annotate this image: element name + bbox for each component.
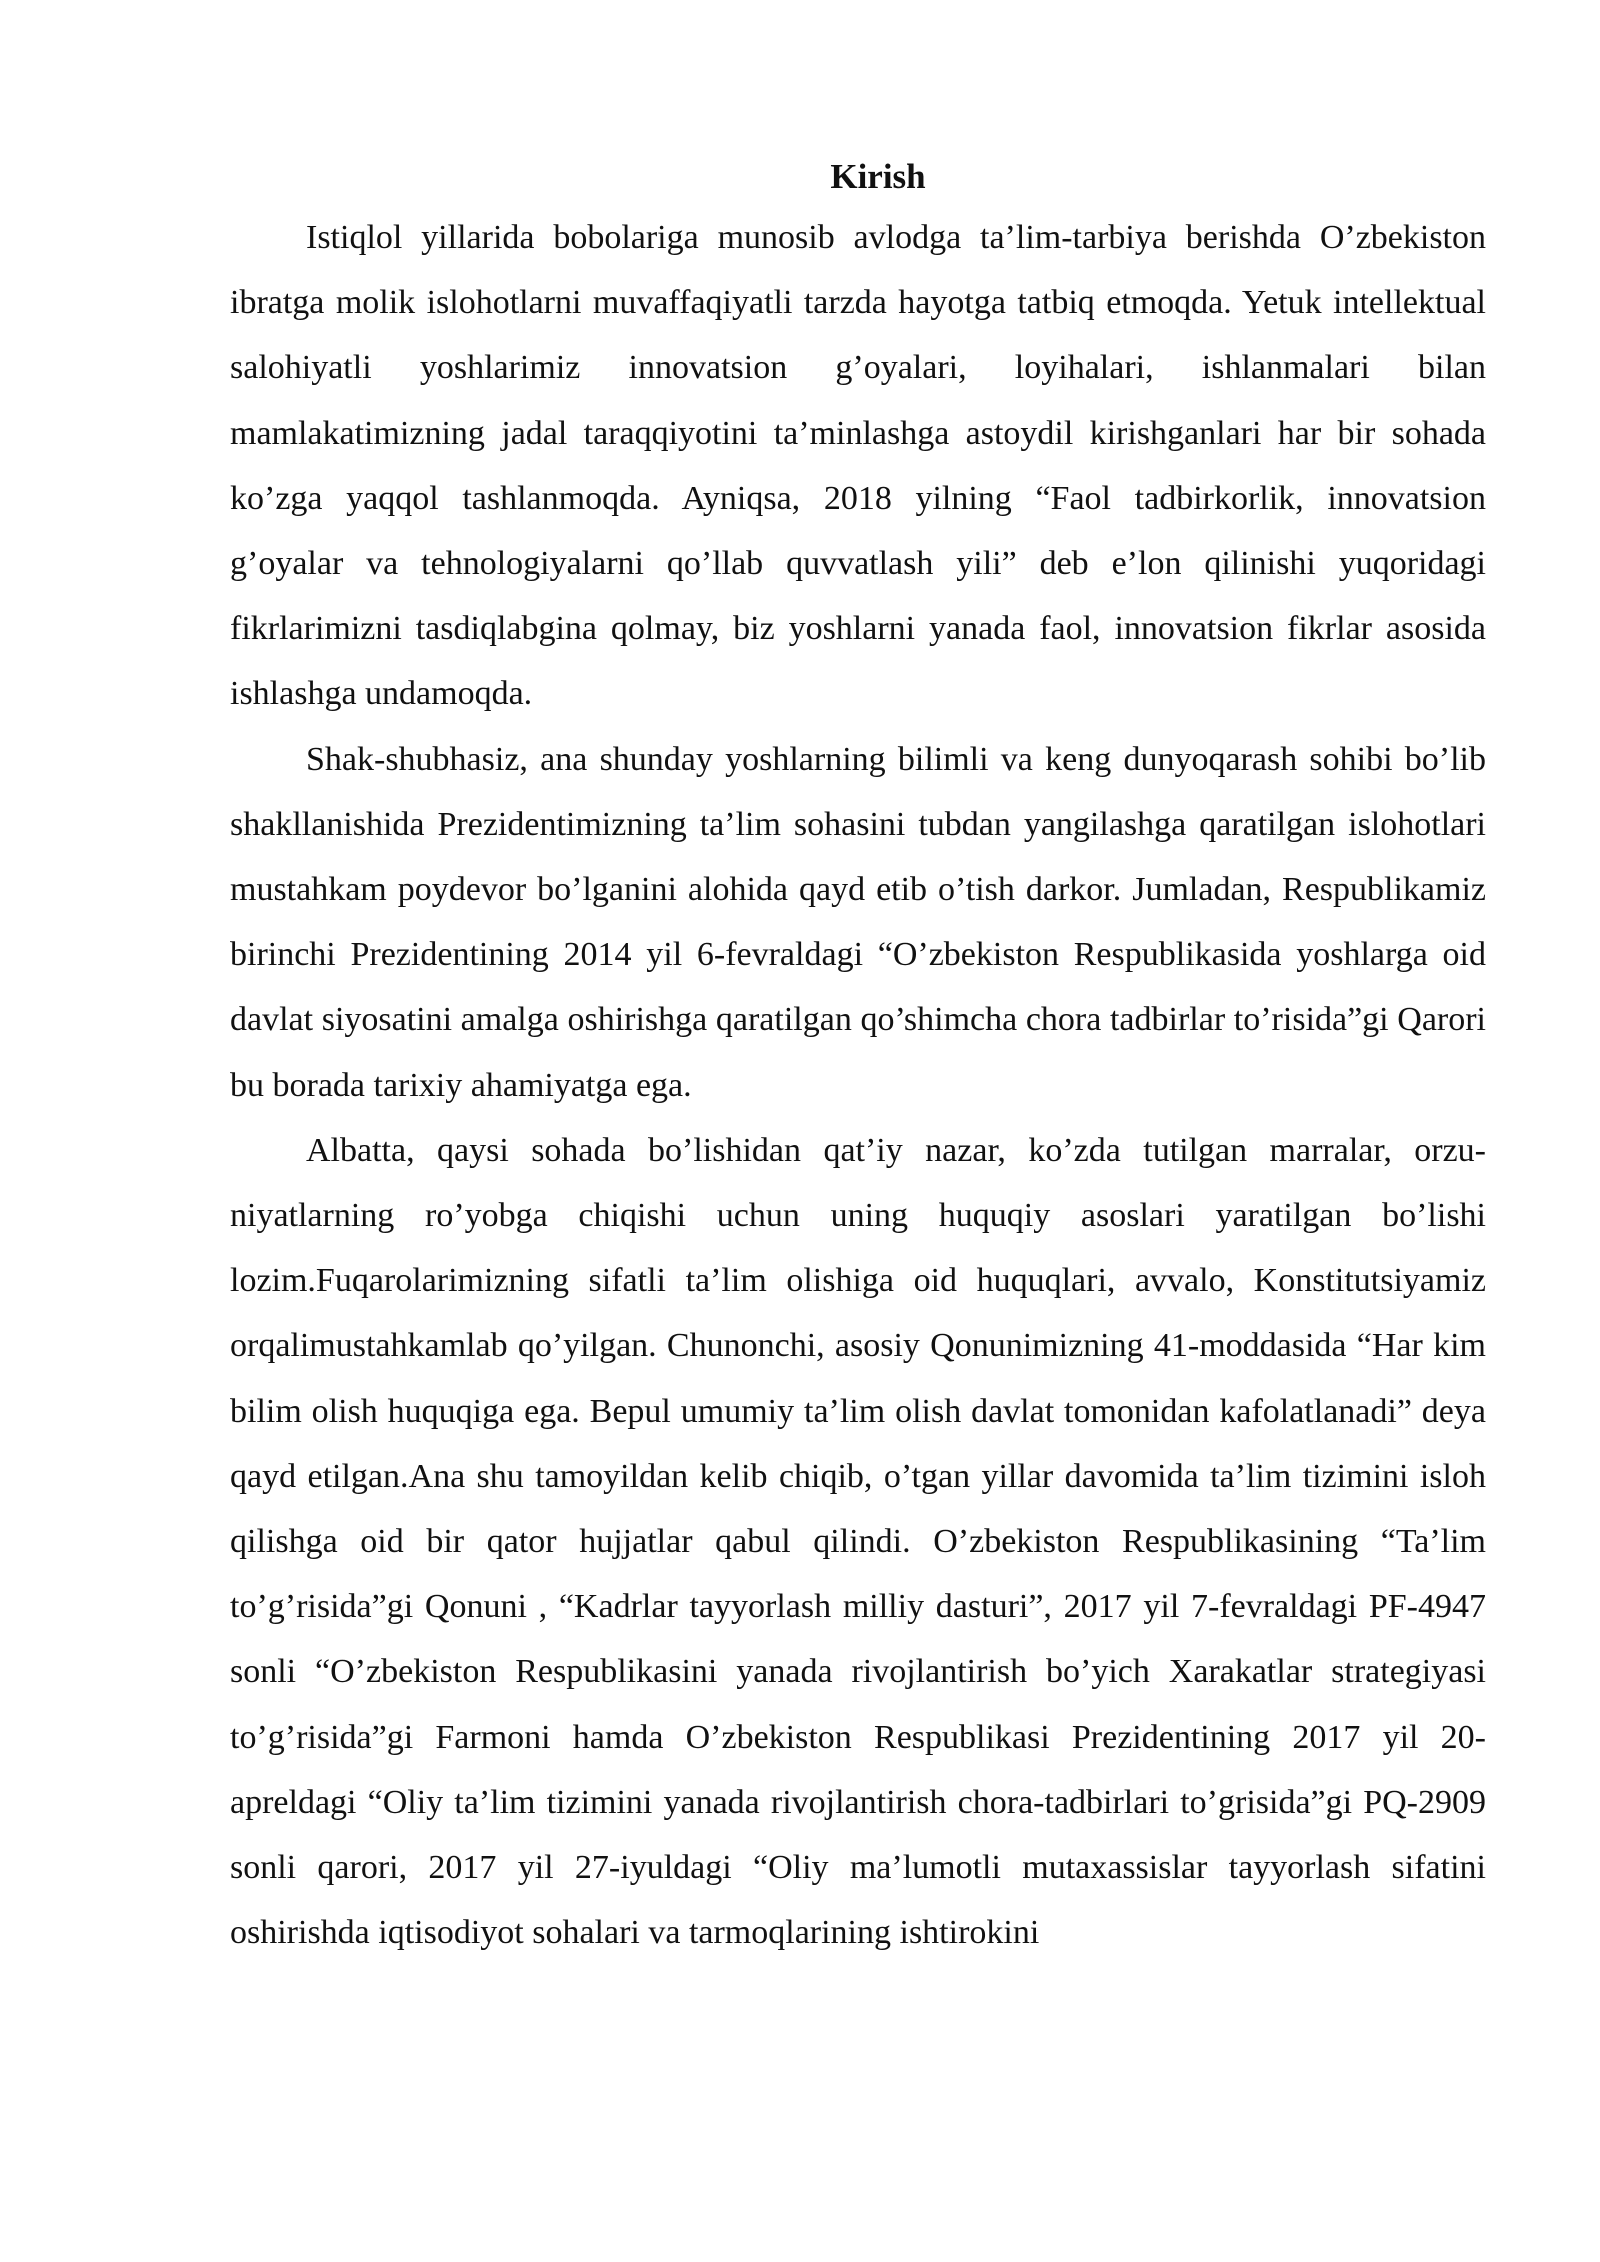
document-body bbox=[230, 148, 1486, 1965]
paragraph-2: Shak-shubhasiz, ana shunday yoshlarning bilimli va keng dunyoqarash sohibi bo’lib shakllanishida Prezidentimizning ta’lim sohasini tubdan yangilashga qaratilgan islohotlari mustahkam poydevor bo’lganini alohida qayd etib o’tish darkor. Jumladan, Respublikamiz birinchi Prezidentining 2014 yil 6-fevraldagi “O’zbekiston Respublikasida yoshlarga oid davlat siyosatini amalga oshirishga qaratilgan qo’shimcha chora tadbirlar to’risida”gi Qarori bu borada tarixiy ahamiyatga ega. bbox=[230, 740, 1486, 1104]
paragraph-1: Istiqlol yillarida bobolariga munosib avlodga ta’lim-tarbiya berishda O’zbekiston ibratga molik islohotlarni muvaffaqiyatli tarzda hayotga tatbiq etmoqda. Yetuk intellektual salohiyatli yoshlarimiz innovatsion g’oyalari, loyihalari, ishlanmalari bilan mamlakatimizning jadal taraqqiyotini ta’minlashga astoydil kirishganlari har bir sohada ko’zga yaqqol tashlanmoqda. Ayniqsa, 2018 yilning “Faol tadbirkorlik, innovatsion g’oyalar va tehnologiyalarni qo’llab quvvatlash yili” deb e’lon qilinishi yuqoridagi fikrlarimizni tasdiqlabgina qolmay, biz yoshlarni yanada faol, innovatsion fikrlar asosida ishlashga undamoqda. bbox=[230, 219, 1486, 713]
document-title: Kirish bbox=[830, 157, 926, 196]
paragraph-3: Albatta, qaysi sohada bo’lishidan qat’iy nazar, ko’zda tutilgan marralar, orzu-niyatlarning ro’yobga chiqishi uchun uning huquqiy asoslari yaratilgan bo’lishi lozim.Fuqarolarimizning sifatli ta’lim olishiga oid huquqlari, avvalo, Konstitutsiyamiz orqalimustahkamlab qo’yilgan. Chunonchi, asosiy Qonunimizning 41-moddasida “Har kim bilim olish huquqiga ega. Bepul umumiy ta’lim olish davlat tomonidan kafolatlanadi” deya qayd etilgan.Ana shu tamoyildan kelib chiqib, o’tgan yillar davomida ta’lim tizimini isloh qilishga oid bir qator hujjatlar qabul qilindi. O’zbekiston Respublikasining “Ta’lim to’g’risida”gi Qonuni , “Kadrlar tayyorlash milliy dasturi”, 2017 yil 7-fevraldagi PF-4947 sonli “O’zbekiston Respublikasini yanada rivojlantirish bo’yich Xarakatlar strategiyasi to’g’risida”gi Farmoni hamda O’zbekiston Respublikasi Prezidentining 2017 yil 20-apreldagi “Oliy ta’lim tizimini yanada rivojlantirish chora-tadbirlari to’grisida”gi PQ-2909 sonli qarori, 2017 yil 27-iyuldagi “Oliy ma’lumotli mutaxassislar tayyorlash sifatini oshirishda iqtisodiyot sohalari va tarmoqlarining ishtirokini bbox=[230, 1131, 1486, 1952]
